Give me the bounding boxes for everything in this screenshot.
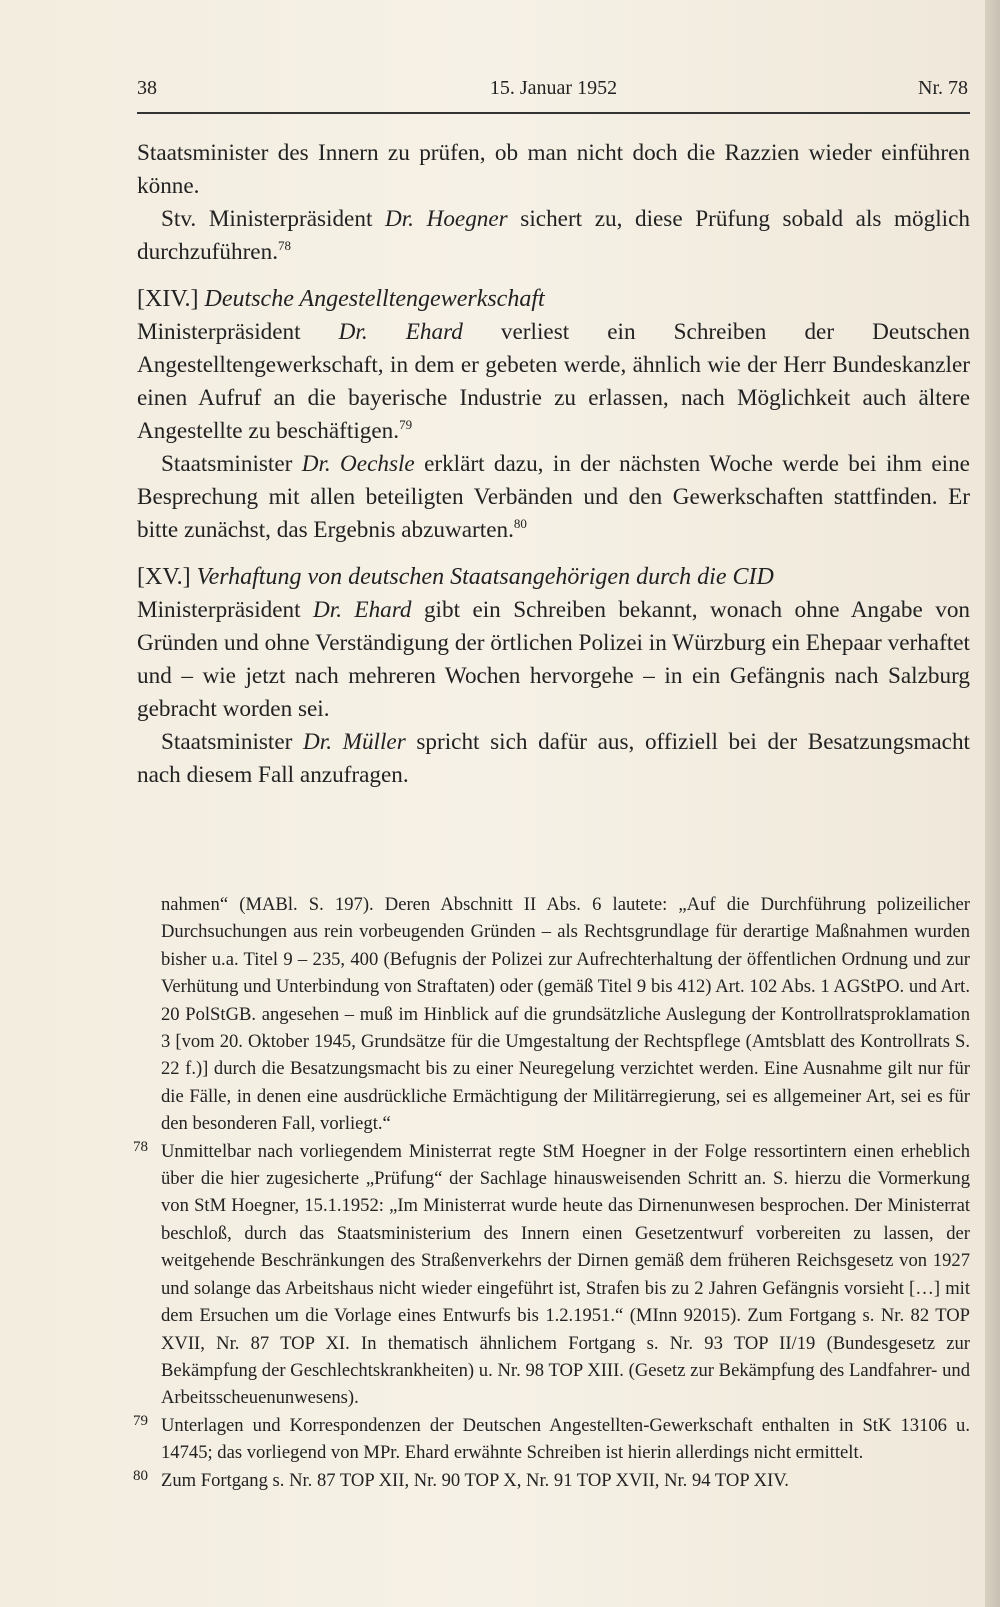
section-number: [XIV.] — [137, 286, 199, 312]
footnote-79: 79 Unterlagen und Korrespondenzen der Deutschen Angestellten-Gewerkschaft enthalten in StK 13106 u. 14745; das vorliegend von MPr. Ehard erwähnte Schreiben ist hierin allerdings nicht ermittelt. — [137, 1412, 970, 1467]
page-edge — [985, 0, 1000, 1607]
person-name: Dr. Hoegner — [384, 206, 508, 232]
paragraph: Ministerpräsident Dr. Ehard verliest ein Schreiben der Deutschen Angestelltengewerkschaft, in dem er gebeten werde, ähnlich wie der Herr Bundeskanzler einen Aufruf an die bayerische Industrie zu erlassen, nach Möglichkeit auch ältere Angestellte zu beschäftigen.$^{79}$ — [137, 319, 970, 444]
main-text — [137, 137, 970, 792]
paragraph: Staatsminister Dr. Müller spricht sich dafür aus, offiziell bei der Besatzungsmacht nach diesem Fall anzufragen. — [137, 729, 970, 788]
footnote-number: 78 — [133, 1138, 148, 1155]
paragraph: Staatsminister des Innern zu prüfen, ob man nicht doch die Razzien wieder einführen könne. — [137, 140, 970, 199]
running-header — [137, 77, 970, 109]
footnote-ref[interactable]: 78 — [278, 238, 291, 253]
header-rule — [137, 112, 970, 114]
document-number: Nr. 78 — [918, 77, 968, 99]
paragraph: Stv. Ministerpräsident Dr. Hoegner sichert zu, diese Prüfung sobald als möglich durchzuführen.$^{78}$ — [137, 206, 971, 265]
footnote-number: 79 — [133, 1412, 148, 1429]
footnote-80: 80 Zum Fortgang s. Nr. 87 TOP XII, Nr. 90 TOP X, Nr. 91 TOP XVII, Nr. 94 TOP XIV. — [137, 1467, 970, 1494]
footnote-ref[interactable]: 79 — [399, 417, 413, 432]
person-name: Dr. Ehard — [338, 319, 463, 345]
person-name: Dr. Müller — [303, 729, 406, 755]
footnotes — [133, 891, 970, 1494]
section-heading — [137, 547, 970, 594]
section-number: [XV.] — [137, 564, 191, 590]
paragraph: Ministerpräsident Dr. Ehard gibt ein Schreiben bekannt, wonach ohne Angabe von Gründen und ohne Verständigung der örtlichen Polizei in Würzburg ein Ehepaar verhaftet und – wie jetzt nach mehreren Wochen hervorgehe – in ein Gefängnis nach Salzburg gebracht worden sei. — [137, 597, 971, 722]
header-date: 15. Januar 1952 — [489, 77, 618, 99]
section-title: Deutsche Angestelltengewerkschaft — [204, 286, 545, 312]
footnote-number: 80 — [133, 1467, 148, 1484]
footnote-78: 78 Unmittelbar nach vorliegendem Ministerrat regte StM Hoegner in der Folge ressortintern einen erheblich über die hier zugesicherte „Prüfung“ der Sachlage hinausweisenden Schritt an. S. hierzu die Vormerkung von StM Hoegner, 15.1.1952: „Im Ministerrat wurde heute das Dirnenunwesen besprochen. Der Ministerrat beschloß, durch das Staatsministerium des Innern einen Gesetzentwurf vorbereiten zu lassen, der weitgehende Beschränkungen des Straßenverkehrs der Dirnen gemäß dem früheren Reichsgesetz von 1927 und solange das Arbeitshaus nicht wieder eingeführt ist, Strafen bis zu 2 Jahren Gefängnis vorsieht […] mit dem Ersuchen um die Vorlage eines Entwurfs bis 1.2.1951.“ (MInn 92015). Zum Fortgang s. Nr. 82 TOP XVII, Nr. 87 TOP XI. In thematisch ähnlichem Fortgang s. Nr. 93 TOP II/19 (Bundesgesetz zur Bekämpfung der Geschlechtskrankheiten) u. Nr. 98 TOP XIII. (Gesetz zur Bekämpfung des Landfahrer- und Arbeitsscheuenunwesens). — [137, 1138, 970, 1412]
paragraph: Staatsminister Dr. Oechsle erklärt dazu, in der nächsten Woche werde bei ihm eine Besprechung mit allen beteiligten Verbänden und den Gewerkschaften stattfinden. Er bitte zunächst, das Ergebnis abzuwarten.$^{80}$ — [137, 451, 970, 543]
section-heading — [137, 269, 970, 316]
footnote-continued: nahmen“ (MABl. S. 197). Deren Abschnitt II Abs. 6 lautete: „Auf die Durchführung polizeilicher Durchsuchungen aus rein vorbeugenden Gründen – als Rechtsgrundlage für derartige Maßnahmen wurden bisher u.a. Titel 9 – 235, 400 (Befugnis der Polizei zur Aufrechterhaltung der öffentlichen Ordnung und zur Verhütung und Unterbindung von Straftaten) oder (gemäß Titel 9 bis 412) Art. 102 Abs. 1 AGStPO. und Art. 20 PolStGB. angesehen – muß im Hinblick auf die grundsätzliche Auslegung der Kontrollratsproklamation 3 [vom 20. Oktober 1945, Grundsätze für die Umgestaltung der Rechtspflege (Amtsblatt des Kontrollrats S. 22 f.)] durch die Besatzungsmacht bis zu einer Neuregelung verzichtet werden. Eine Ausnahme gilt nur für die Fälle, in denen eine ausdrückliche Ermächtigung der Militärregierung, sei es allgemeiner Art, sei es für den besonderen Fall, vorliegt.“ — [161, 894, 970, 1135]
footnote-ref[interactable]: 80 — [513, 516, 527, 531]
person-name: Dr. Ehard — [313, 597, 412, 623]
person-name: Dr. Oechsle — [301, 451, 415, 477]
page-number: 38 — [137, 77, 157, 99]
section-title: Verhaftung von deutschen Staatsangehörigen durch die CID — [196, 564, 774, 590]
